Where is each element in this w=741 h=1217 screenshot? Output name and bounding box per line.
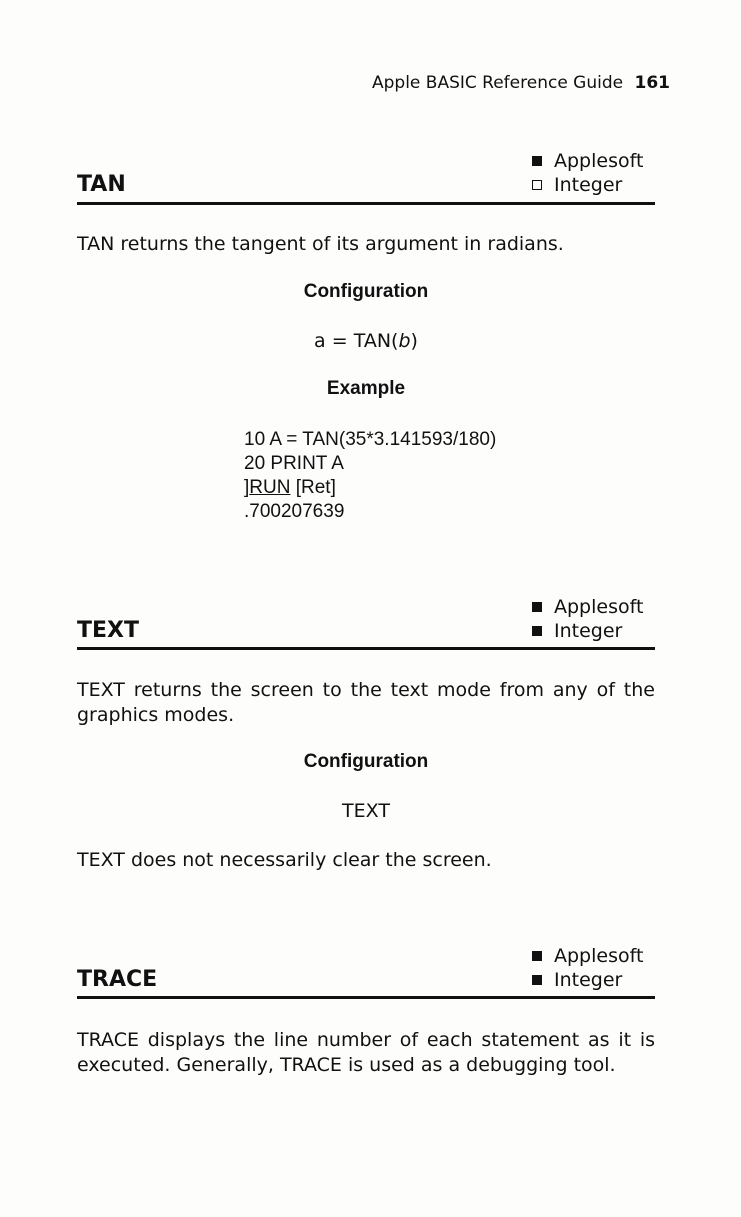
tan-availability: [532, 149, 643, 197]
tan-example-code: [244, 428, 496, 524]
text-description: TEXT returns the screen to the text mode from any of the graphics modes.: [77, 679, 655, 726]
running-head: [372, 73, 670, 93]
tan-applesoft: Applesoft: [532, 149, 643, 173]
tan-title: TAN: [77, 172, 126, 197]
trace-description: TRACE displays the line number of each statement as it is executed. Generally, TRACE is used as a debugging tool.: [77, 1029, 655, 1076]
text-note: TEXT does not necessarily clear the screen.: [77, 849, 492, 871]
empty-square-icon: [532, 180, 542, 190]
text-integer: Integer: [532, 619, 643, 643]
code-line-2: 20 PRINT A: [244, 453, 344, 474]
tan-rule: [77, 202, 655, 205]
text-config-heading: Configuration: [303, 751, 429, 772]
trace-rule: [77, 996, 655, 999]
trace-integer: Integer: [532, 968, 643, 992]
tan-config-heading: Configuration: [303, 281, 429, 302]
filled-square-icon: [532, 626, 542, 636]
tan-example-heading: Example: [326, 378, 406, 399]
page-number: 161: [634, 73, 671, 93]
code-line-run: ]RUN [Ret]: [244, 477, 336, 498]
trace-applesoft: Applesoft: [532, 944, 643, 968]
filled-square-icon: [532, 602, 542, 612]
tan-config: a = TAN(b): [314, 330, 418, 352]
filled-square-icon: [532, 975, 542, 985]
code-output: .700207639: [244, 501, 345, 522]
running-head-title: Apple BASIC Reference Guide: [372, 73, 624, 93]
tan-integer: Integer: [532, 173, 643, 197]
text-config: TEXT: [342, 800, 390, 822]
text-applesoft: Applesoft: [532, 595, 643, 619]
text-rule: [77, 647, 655, 650]
filled-square-icon: [532, 156, 542, 166]
trace-availability: [532, 944, 643, 992]
text-title: TEXT: [77, 618, 140, 643]
code-line-1: 10 A = TAN(35*3.141593/180): [244, 429, 497, 450]
tan-description: TAN returns the tangent of its argument in radians.: [77, 233, 564, 255]
trace-title: TRACE: [77, 967, 158, 992]
text-availability: [532, 595, 643, 643]
filled-square-icon: [532, 951, 542, 961]
